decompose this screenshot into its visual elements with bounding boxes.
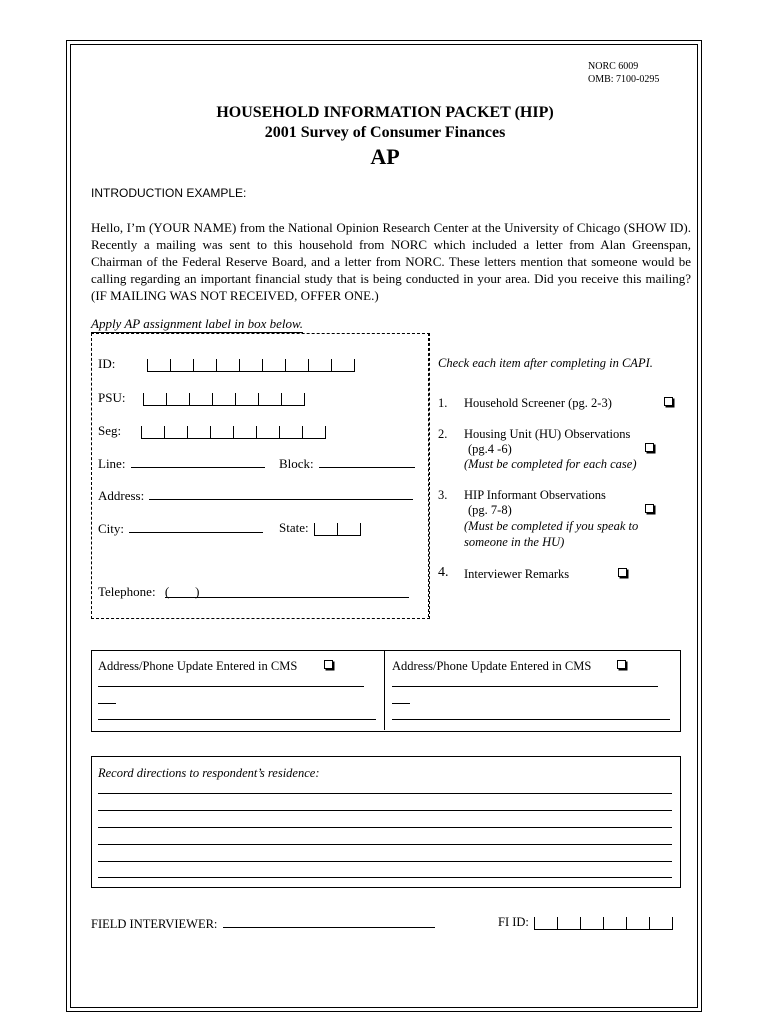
directions-label: Record directions to respondent’s residence: xyxy=(98,766,320,780)
update-line-right[interactable] xyxy=(392,719,670,720)
intro-paragraph: Hello, I’m (YOUR NAME) from the National Opinion Research Center at the University of Chicago (SHOW ID). Recently a mailing was sent to this household from NORC which included a letter from Alan Greenspan, Chairman of the Federal Reserve Board, and a letter from NORC. These letters mention that someone would be calling regarding an important financial study that is being conducted in your area. Did you receive this mailing? (IF MAILING WAS NOT RECEIVED, OFFER ONE.) xyxy=(91,220,691,303)
update-line-right[interactable] xyxy=(392,686,658,687)
fi-id-field[interactable]: FI ID: xyxy=(498,915,673,930)
checkbox-hip-informant[interactable] xyxy=(645,504,654,513)
psu-field[interactable]: PSU: xyxy=(98,390,305,406)
checklist-item-detail: (pg. 7-8) xyxy=(468,503,512,517)
page-subtitle: 2001 Survey of Consumer Finances xyxy=(264,124,506,141)
label-box-caption: Apply AP assignment label in box below. xyxy=(91,316,303,331)
directions-line[interactable] xyxy=(98,877,672,878)
directions-line[interactable] xyxy=(98,861,672,862)
checkbox-housing-unit[interactable] xyxy=(645,443,654,452)
checklist-item-number: 2. xyxy=(438,427,448,441)
update-divider xyxy=(384,650,385,730)
directions-line[interactable] xyxy=(98,793,672,794)
checklist-item-label: Housing Unit (HU) Observations xyxy=(464,427,631,441)
directions-line[interactable] xyxy=(98,844,672,845)
omb-number: OMB: 7100-0295 xyxy=(588,74,660,85)
directions-line[interactable] xyxy=(98,827,672,828)
update-line-left[interactable] xyxy=(98,703,116,704)
page-title: HOUSEHOLD INFORMATION PACKET (HIP) xyxy=(216,104,554,121)
checklist-item-number: 3. xyxy=(438,488,448,502)
checklist-item-detail: (pg.4 -6) xyxy=(468,442,512,456)
checkbox-update-right[interactable] xyxy=(617,660,626,669)
directions-line[interactable] xyxy=(98,810,672,811)
checkbox-update-left[interactable] xyxy=(324,660,333,669)
checklist-instruction: Check each item after completing in CAPI. xyxy=(438,356,653,370)
telephone-field[interactable]: Telephone: ( ) xyxy=(98,584,409,600)
update-label-right: Address/Phone Update Entered in CMS xyxy=(392,659,592,673)
line-field[interactable]: Line: xyxy=(98,455,265,472)
address-field[interactable]: Address: xyxy=(98,487,413,504)
update-label-left: Address/Phone Update Entered in CMS xyxy=(98,659,298,673)
field-interviewer-field[interactable]: FIELD INTERVIEWER: xyxy=(91,915,435,932)
form-code: AP xyxy=(370,144,400,169)
checklist-item-label: HIP Informant Observations xyxy=(464,488,606,502)
form-number: NORC 6009 xyxy=(588,61,639,72)
checklist-divider xyxy=(428,333,429,617)
checklist-item-note: (Must be completed for each case) xyxy=(464,457,637,471)
checklist-item-note: (Must be completed if you speak to someone in the HU) xyxy=(464,519,639,549)
checklist-item-label: Household Screener (pg. 2-3) xyxy=(464,396,612,410)
update-line-right[interactable] xyxy=(392,703,410,704)
checklist-item-number: 4. xyxy=(438,565,449,580)
label-box xyxy=(91,333,430,619)
checkbox-interviewer-remarks[interactable] xyxy=(618,568,627,577)
seg-field[interactable]: Seg: xyxy=(98,423,326,439)
city-field[interactable]: City: xyxy=(98,520,263,537)
id-field[interactable]: ID: xyxy=(98,356,355,372)
checklist-item-label: Interviewer Remarks xyxy=(464,567,570,581)
update-line-left[interactable] xyxy=(98,719,376,720)
checkbox-household-screener[interactable] xyxy=(664,397,673,406)
intro-heading: INTRODUCTION EXAMPLE: xyxy=(91,186,247,200)
block-field[interactable]: Block: xyxy=(279,455,415,472)
state-field[interactable]: State: xyxy=(279,520,361,536)
update-line-left[interactable] xyxy=(98,686,364,687)
checklist-item-number: 1. xyxy=(438,396,448,410)
